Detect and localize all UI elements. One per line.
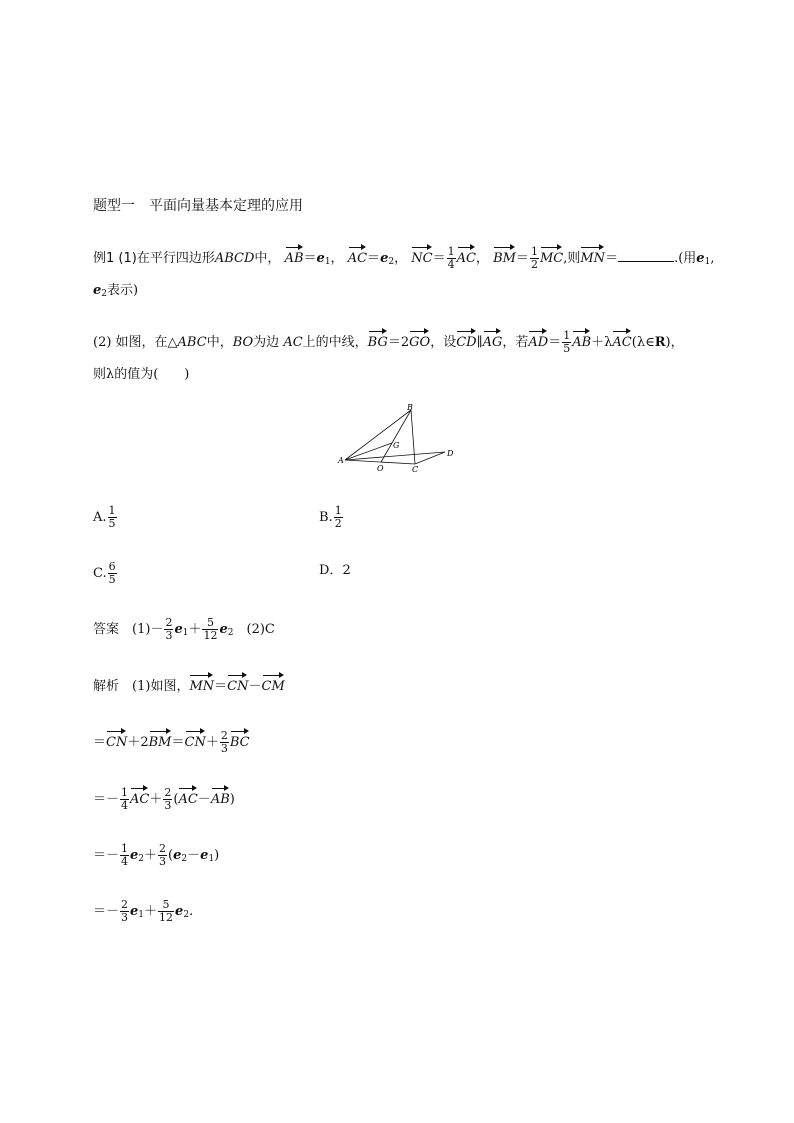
example-1-part-2: (2) 如图，在△ABC中，BO为边 AC上的中线，BG＝2GO，设CD∥AG，若AD＝ $\frac{1}{5}$ AB＋λAC(λ∈R)，: [93, 329, 684, 355]
answer-line: 答案 (1)－ $\frac{2}{3}$ $e_1+$ $\frac{5}{12}$ $e_2$ (2)C: [93, 616, 275, 642]
example-1-part-1-line-2: $e_2$表示): [93, 283, 139, 299]
point-label-g: G: [393, 441, 400, 450]
option-d[interactable]: D．2: [319, 563, 351, 578]
analysis-line-1: 解析 (1)如图，MN＝CN－CM: [93, 673, 285, 697]
point-label-b: B: [407, 403, 413, 412]
segment-ad: [345, 452, 445, 460]
point-label-c: C: [412, 465, 419, 474]
analysis-line-2: ＝CN＋2BM＝CN＋ $\frac{2}{3}$ BC: [93, 729, 250, 755]
analysis-line-4: ＝－ $\frac{1}{4}$ $e_2+$ $\frac{2}{3}$ $(e_2-e_1)$: [93, 842, 220, 868]
answer-label: 答案: [93, 622, 120, 637]
segment-ag: [345, 443, 392, 460]
segment-bo: [381, 410, 411, 462]
analysis-line-5: ＝－ $\frac{2}{3}$ $e_1+$ $\frac{5}{12}$ $e_2$.: [93, 898, 194, 924]
answer-blank[interactable]: [618, 249, 674, 262]
fraction: $\frac{1}{4}$: [447, 245, 455, 271]
segment-bc: [411, 410, 415, 464]
point-label-a: A: [338, 456, 344, 465]
example-label: 例1: [93, 251, 115, 266]
option-b[interactable]: B. $\frac{1}{2}$: [319, 504, 342, 530]
example-1-part-1: 例1 (1)在平行四边形ABCD中， $AB=e_1$， $AC=e_2$， NC＝ $\frac{1}{4}$ AC， BM＝ $\frac{1}{2}$ MC,则MN＝ .(用$e_1$,: [93, 245, 715, 271]
fraction: $\frac{1}{2}$: [530, 245, 538, 271]
point-label-d: D: [447, 449, 454, 458]
analysis-line-3: ＝－ $\frac{1}{4}$ AC＋ $\frac{2}{3}$ (AC－AB): [93, 786, 235, 812]
option-a[interactable]: A. $\frac{1}{5}$: [93, 504, 116, 530]
segment-ab: [345, 410, 411, 460]
fraction: $\frac{1}{5}$: [563, 329, 571, 355]
analysis-label: 解析: [93, 679, 120, 694]
section-title: 题型一 平面向量基本定理的应用: [93, 198, 303, 214]
option-c[interactable]: C. $\frac{6}{5}$: [93, 560, 116, 586]
point-label-o: O: [377, 464, 384, 473]
example-1-part-2-line-2: 则λ的值为( ): [93, 367, 190, 382]
triangle-figure: [335, 400, 465, 480]
